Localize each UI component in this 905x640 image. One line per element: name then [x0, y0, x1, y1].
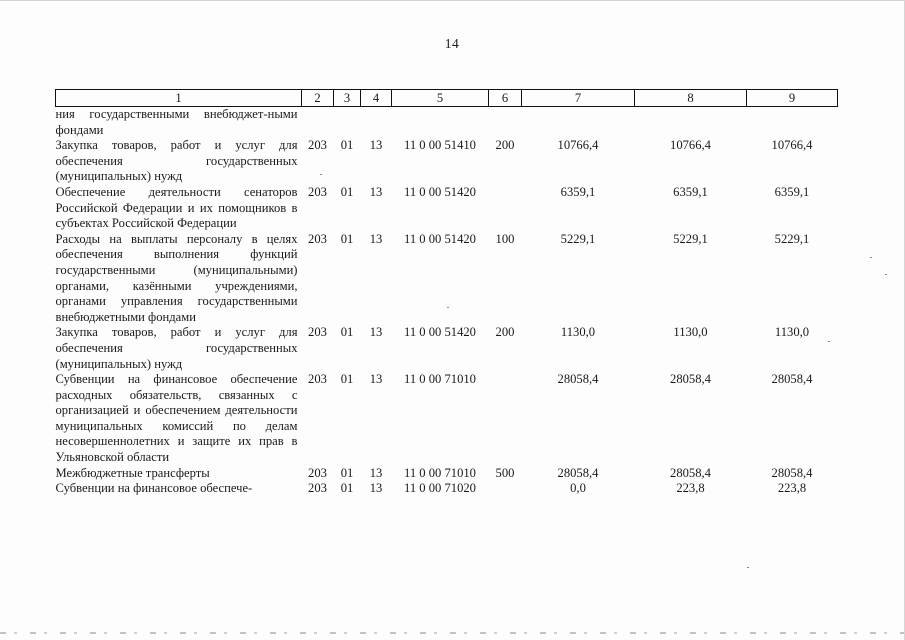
cell-amount-year2: 10766,4: [670, 138, 711, 153]
cell-amount-year1: 28058,4: [557, 372, 599, 387]
cell-target-code: 11 0 00 51410: [404, 138, 476, 153]
cell-name: Расходы на выплаты персоналу в целях обеспечения выполнения функций государственными (муниципальными) органами, казёнными учреждениями, органами управления государственными внебюджетными фондами: [55, 231, 298, 324]
cell-section: 01: [340, 372, 354, 387]
cell-section: 01: [340, 481, 354, 496]
cell-expense-type: 200: [495, 325, 515, 340]
cell-amount-year3: [747, 107, 838, 139]
cell-subsection: 13: [369, 465, 383, 480]
cell-section: 01: [340, 231, 354, 246]
cell-name: Закупка товаров, работ и услуг для обеспечения государственных (муниципальных) нужд: [55, 325, 298, 371]
cell-name: Обеспечение деятельности сенаторов Российской Федерации и их помощников в субъектах Российской Федерации: [55, 184, 298, 231]
header-col-1: 1: [56, 90, 302, 107]
cell-target-code: 11 0 00 71010: [404, 465, 476, 480]
cell-amount-year2: 5229,1: [673, 231, 708, 246]
cell-target-code: 11 0 00 51420: [404, 184, 476, 199]
header-col-5: 5: [392, 90, 489, 107]
cell-name: Субвенции на финансовое обеспече-: [55, 481, 253, 496]
cell-section: 01: [340, 465, 354, 480]
table-row: [56, 232, 838, 326]
table-header: [56, 90, 838, 107]
scan-speck: [320, 174, 322, 175]
cell-chapter: 203: [308, 184, 327, 199]
cell-amount-year2: 1130,0: [673, 325, 708, 340]
cell-section: 01: [340, 138, 354, 153]
cell-amount-year2: 28058,4: [670, 372, 711, 387]
budget-table: [55, 89, 838, 497]
cell-subsection: 13: [369, 184, 383, 199]
scan-speck: [885, 274, 887, 275]
header-col-8: 8: [635, 90, 747, 107]
cell-amount-year3: 223,8: [777, 481, 807, 496]
cell-section: [334, 107, 361, 139]
cell-amount-year1: 28058,4: [557, 465, 599, 480]
table-row: [56, 325, 838, 372]
cell-section: 01: [340, 325, 354, 340]
table-row: [56, 372, 838, 466]
cell-name: Субвенции на финансовое обеспечение расходных обязательств, связанных с организацией и обеспечением деятельности муниципальных комиссий по делам несовершеннолетних и защите их прав в Ульяновской области: [55, 372, 298, 465]
cell-amount-year2: 223,8: [676, 481, 705, 496]
cell-amount-year3: 28058,4: [771, 372, 813, 387]
header-col-6: 6: [489, 90, 522, 107]
scan-speck: [447, 307, 449, 308]
header-col-3: 3: [334, 90, 361, 107]
cell-expense-type: [489, 372, 522, 466]
cell-chapter: 203: [308, 138, 327, 153]
table-row: [56, 107, 838, 139]
cell-chapter: 203: [308, 465, 327, 480]
cell-amount-year3: 28058,4: [771, 465, 813, 480]
cell-subsection: 13: [369, 138, 383, 153]
cell-chapter: [302, 107, 334, 139]
cell-section: 01: [340, 184, 354, 199]
cell-amount-year2: 6359,1: [673, 184, 708, 199]
cell-amount-year3: 10766,4: [771, 138, 813, 153]
cell-target-code: 11 0 00 51420: [404, 231, 476, 246]
table-row: [56, 138, 838, 185]
cell-amount-year1: 6359,1: [560, 184, 596, 199]
scan-speck: [870, 257, 872, 258]
cell-name: Межбюджетные трансферты: [55, 465, 210, 480]
cell-amount-year2: [635, 107, 747, 139]
header-col-2: 2: [302, 90, 334, 107]
cell-name: Закупка товаров, работ и услуг для обеспечения государственных (муниципальных) нужд: [55, 138, 298, 184]
table-row: [56, 185, 838, 232]
header-row: [56, 90, 838, 107]
header-col-4: 4: [361, 90, 392, 107]
cell-amount-year2: 28058,4: [670, 465, 711, 480]
cell-expense-type: [489, 185, 522, 232]
cell-expense-type: 100: [495, 231, 515, 246]
header-col-9: 9: [747, 90, 838, 107]
scan-edge-artifact: [0, 632, 904, 634]
cell-chapter: 203: [308, 481, 327, 496]
cell-subsection: 13: [369, 481, 383, 496]
cell-expense-type: 500: [495, 465, 515, 480]
cell-subsection: [361, 107, 392, 139]
cell-expense-type: [489, 107, 522, 139]
cell-subsection: 13: [369, 372, 383, 387]
cell-chapter: 203: [308, 325, 327, 340]
cell-amount-year1: [522, 107, 635, 139]
cell-subsection: 13: [369, 231, 383, 246]
table-row: [56, 466, 838, 482]
cell-amount-year3: 1130,0: [774, 325, 810, 340]
cell-target-code: 11 0 00 51420: [404, 325, 476, 340]
header-col-7: 7: [522, 90, 635, 107]
table-body: [56, 107, 838, 497]
cell-expense-type: 200: [495, 138, 515, 153]
cell-amount-year3: 6359,1: [774, 184, 810, 199]
cell-amount-year1: 1130,0: [560, 325, 596, 340]
cell-chapter: 203: [308, 372, 327, 387]
table-row: [56, 481, 838, 497]
scan-speck: [747, 567, 749, 568]
cell-amount-year3: 5229,1: [774, 231, 810, 246]
cell-subsection: 13: [369, 325, 383, 340]
scan-speck: [828, 341, 830, 342]
cell-amount-year1: 0,0: [570, 481, 586, 496]
cell-amount-year1: 5229,1: [560, 231, 596, 246]
cell-chapter: 203: [308, 231, 327, 246]
cell-target-code: 11 0 00 71010: [404, 372, 476, 387]
page-number: 14: [444, 36, 460, 51]
cell-target-code: 11 0 00 71020: [404, 481, 476, 496]
cell-target-code: [392, 107, 489, 139]
cell-expense-type: [489, 481, 522, 497]
cell-name: ния государственными внебюджет-ными фондами: [55, 107, 298, 137]
cell-amount-year1: 10766,4: [557, 138, 599, 153]
